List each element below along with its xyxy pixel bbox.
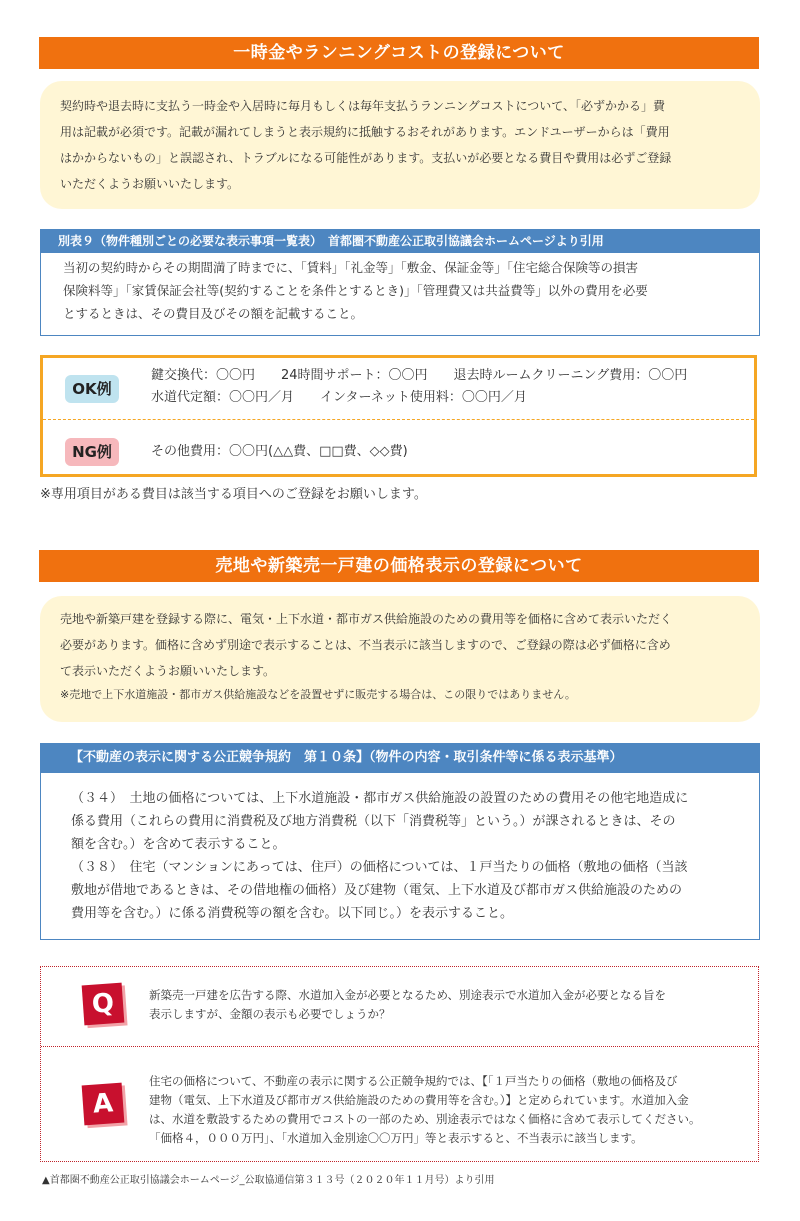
ng-example-text: その他費用：〇〇円(△△費、□□費、◇◇費) bbox=[151, 444, 408, 459]
rule-line: 係る費用（これらの費用に消費税及び地方消費税（以下「消費税等」という。）が課されるときは、その bbox=[71, 814, 676, 829]
question-icon: Q bbox=[82, 983, 125, 1026]
intro-note: ※売地で上下水道施設・都市ガス供給施設などを設置せずに販売する場合は、この限りではありません。 bbox=[60, 688, 576, 701]
rule-header: 【不動産の表示に関する公正競争規約 第１０条】（物件の内容・取引条件等に係る表示基準） bbox=[40, 743, 760, 773]
rule-line: （３４） 土地の価格については、上下水道施設・都市ガス供給施設の設置のための費用その他宅地造成に bbox=[71, 791, 689, 806]
source-footer: ▲首都圏不動産公正取引協議会ホームページ_公取協通信第３１３号（２０２０年１１月号）より引用 bbox=[42, 1175, 495, 1186]
rule-body bbox=[40, 773, 760, 940]
ok-badge: OK例 bbox=[65, 375, 119, 403]
table-line: とするときは、その費目及びその額を記載すること。 bbox=[63, 306, 364, 321]
section-title-running-costs: 一時金やランニングコストの登録について bbox=[39, 37, 759, 69]
table-line: 当初の契約時からその期間満了時までに、「賃料」「礼金等」「敷金、保証金等」「住宅総合保険等の損害 bbox=[63, 260, 639, 275]
divider bbox=[43, 419, 754, 420]
table-header: 別表９（物件種別ごとの必要な表示事項一覧表） 首都圏不動産公正取引協議会ホームページより引用 bbox=[40, 229, 760, 253]
answer-line: は、水道を敷設するための費用でコストの一部のため、別途表示ではなく価格に含めて表示してください。 bbox=[149, 1112, 701, 1126]
examples-box bbox=[40, 355, 757, 477]
section-title-price-display: 売地や新築売一戸建の価格表示の登録について bbox=[39, 550, 759, 582]
qa-box bbox=[40, 966, 759, 1162]
price-display-intro bbox=[40, 596, 760, 722]
intro-line: て表示いただくようお願いいたします。 bbox=[60, 664, 276, 678]
answer-icon: A bbox=[82, 1083, 125, 1126]
qa-divider bbox=[41, 1046, 758, 1047]
answer-line: 住宅の価格について、不動産の表示に関する公正競争規約では、【「１戸当たりの価格（敷地の価格及び bbox=[149, 1074, 678, 1088]
rule-line: 額を含む。）を含めて表示すること。 bbox=[71, 837, 286, 852]
question-line: 新築売一戸建を広告する際、水道加入金が必要となるため、別途表示で水道加入金が必要となる旨を bbox=[149, 988, 667, 1002]
answer-line: 「価格４，０００万円」、「水道加入金別途〇〇万円」等と表示すると、不当表示に該当します。 bbox=[149, 1131, 643, 1145]
rule-line: （３８） 住宅（マンションにあっては、住戸）の価格については、１戸当たりの価格（敷地の価格（当該 bbox=[71, 860, 688, 875]
question-text bbox=[149, 986, 666, 1024]
note-dedicated-items: ※専用項目がある費目は該当する項目へのご登録をお願いします。 bbox=[40, 487, 427, 502]
ok-line: 水道代定額：〇〇円／月 インターネット使用料：〇〇円／月 bbox=[151, 390, 527, 405]
ok-example-text bbox=[151, 365, 687, 409]
intro-line: 契約時や退去時に支払う一時金や入居時に毎月もしくは毎年支払うランニングコストについて、「必ずかかる」費 bbox=[60, 99, 666, 113]
intro-line: 売地や新築戸建を登録する際に、電気・上下水道・都市ガス供給施設のための費用等を価格に含めて表示いただく bbox=[60, 612, 673, 626]
running-costs-intro bbox=[40, 81, 760, 209]
answer-line: 建物（電気、上下水道及び都市ガス供給施設のための費用等を含む。）】と定められています。水道加入金 bbox=[149, 1093, 689, 1107]
question-line: 表示しますが、金額の表示も必要でしょうか？ bbox=[149, 1007, 391, 1021]
intro-line: はかからないもの」と誤認され、トラブルになる可能性があります。支払いが必要となる費目や費用は必ずご登録 bbox=[60, 151, 672, 165]
rule-line: 費用等を含む。）に係る消費税等の額を含む。以下同じ。）を表示すること。 bbox=[71, 906, 514, 921]
table-line: 保険料等」「家賃保証会社等(契約することを条件とするとき)」「管理費又は共益費等」以外の費用を必要 bbox=[63, 283, 648, 298]
ng-badge: NG例 bbox=[65, 438, 119, 466]
answer-text bbox=[149, 1072, 701, 1148]
intro-line: いただくようお願いいたします。 bbox=[60, 177, 240, 191]
rule-line: 敷地が借地であるときは、その借地権の価格）及び建物（電気、上下水道及び都市ガス供給施設のための bbox=[71, 883, 683, 898]
intro-line: 用は記載が必須です。記載が漏れてしまうと表示規約に抵触するおそれがあります。エンドユーザーからは「費用 bbox=[60, 125, 670, 139]
intro-line: 必要があります。価格に含めず別途で表示することは、不当表示に該当しますので、ご登録の際は必ず価格に含め bbox=[60, 638, 671, 652]
table-body bbox=[40, 253, 760, 336]
ok-line: 鍵交換代：〇〇円 24時間サポート：〇〇円 退去時ルームクリーニング費用：〇〇円 bbox=[151, 368, 688, 383]
